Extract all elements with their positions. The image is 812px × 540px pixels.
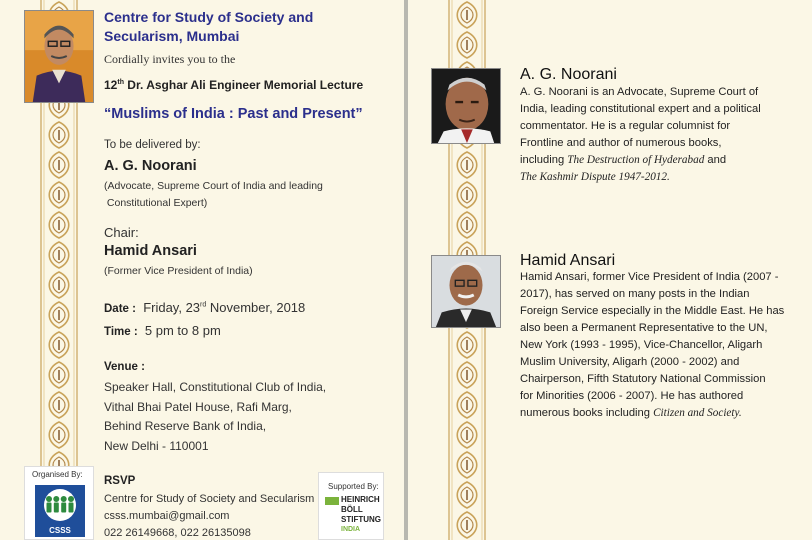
ansari-bio-line: for Minorities (2006 - 2007). He has authored	[520, 390, 744, 402]
rsvp-email: csss.mumbai@gmail.com	[104, 510, 230, 522]
noorani-bio-text: and	[704, 154, 727, 166]
lecture-number-suffix: th	[117, 79, 124, 86]
date-value-post: November, 2018	[206, 300, 306, 315]
venue-line: Speaker Hall, Constitutional Club of India,	[104, 380, 327, 394]
speaker-description-line2: Constitutional Expert)	[104, 197, 208, 209]
noorani-bio-text: including	[520, 154, 568, 166]
chair-label: Chair:	[104, 225, 139, 240]
noorani-bio-line: Frontline and author of numerous books,	[520, 137, 722, 149]
rsvp-label: RSVP	[104, 475, 136, 487]
noorani-bio-line: commentator. He is a regular columnist for	[520, 120, 731, 132]
ansari-bio-line: also been a Permanent Representative to the UN,	[520, 322, 768, 334]
chair-name: Hamid Ansari	[104, 243, 197, 259]
ansari-bio-heading: Hamid Ansari	[520, 252, 616, 269]
lecture-name: Dr. Asghar Ali Engineer Memorial Lecture	[123, 78, 364, 92]
ansari-bio-line: Foreign Service especially in the Middle East. He has	[520, 305, 785, 317]
speaker-description-line1: (Advocate, Supreme Court of India and leading	[104, 180, 323, 192]
speaker-description	[104, 178, 323, 212]
noorani-biography	[520, 84, 786, 186]
lecture-topic: “Muslims of India : Past and Present”	[104, 106, 363, 122]
ansari-bio-text: numerous books including	[520, 407, 654, 419]
date-value-pre: Friday, 23	[143, 300, 201, 315]
rsvp-details	[104, 491, 314, 540]
boll-logo-line: STIFTUNG	[341, 515, 381, 524]
noorani-photo	[431, 68, 501, 144]
noorani-bio-line	[520, 152, 786, 169]
csss-logo-text: CSSS	[49, 526, 71, 535]
venue-line: Vithal Bhai Patel House, Rafi Marg,	[104, 399, 292, 414]
lecture-title	[104, 78, 363, 92]
ansari-bio-line: 2017), has served on many posts in the Indian	[520, 288, 750, 300]
asghar-ali-engineer-photo	[24, 10, 94, 103]
ansari-photo	[431, 255, 501, 328]
ansari-book-title: Citizen and Society.	[653, 407, 742, 419]
speaker-name: A. G. Noorani	[104, 158, 197, 174]
boll-logo-line: HEINRICH	[341, 495, 380, 504]
venue-line: New Delhi - 110001	[104, 438, 209, 453]
event-date	[104, 300, 305, 315]
noorani-book-title: The Destruction of Hyderabad	[567, 154, 705, 166]
venue-address	[104, 378, 326, 456]
csss-logo	[35, 485, 85, 537]
organised-by-label: Organised By:	[32, 470, 83, 479]
time-value: 5 pm to 8 pm	[144, 323, 221, 338]
rsvp-phone: 022 26149668, 022 26135098	[104, 527, 251, 539]
supported-by-label: Supported By:	[328, 482, 379, 491]
noorani-bio-line: India, leading constitutional expert and a political	[520, 103, 761, 115]
delivered-by-label: To be delivered by:	[104, 139, 201, 151]
venue-label: Venue :	[104, 361, 145, 373]
boll-logo-india: INDIA	[341, 526, 361, 533]
lecture-number: 12	[104, 78, 118, 92]
ansari-bio-line: New York (1993 - 1995), Vice-Chancellor, Aligarh	[520, 339, 763, 351]
boll-logo-line: BÖLL	[341, 505, 363, 514]
date-label: Date :	[104, 303, 136, 315]
noorani-book-title: The Kashmir Dispute 1947-2012.	[520, 171, 670, 183]
noorani-bio-heading: A. G. Noorani	[520, 66, 617, 83]
invitation-text: Cordially invites you to the	[104, 52, 236, 66]
ansari-bio-line	[520, 405, 786, 422]
invitation-left-page	[0, 0, 404, 540]
boll-logo-mark	[325, 497, 339, 505]
date-value-suffix: rd	[200, 301, 207, 309]
ansari-bio-line: Muslim University, Aligarh (2000 - 2002) and	[520, 356, 740, 368]
boll-foundation-logo-panel	[318, 472, 384, 540]
csss-logo-panel	[24, 466, 94, 540]
ansari-biography	[520, 269, 786, 422]
organization-title-line1: Centre for Study of Society and	[104, 9, 314, 25]
rsvp-organization: Centre for Study of Society and Secularism	[104, 493, 315, 505]
chair-description: (Former Vice President of India)	[104, 265, 253, 277]
ansari-bio-line: Hamid Ansari, former Vice President of India (2007 -	[520, 271, 779, 283]
noorani-bio-line: A. G. Noorani is an Advocate, Supreme Court of	[520, 86, 759, 98]
venue-line: Behind Reserve Bank of India,	[104, 419, 267, 433]
boll-logo-text	[341, 495, 381, 535]
noorani-bio-line	[520, 169, 786, 186]
organization-title-line2: Secularism, Mumbai	[104, 28, 240, 44]
ansari-bio-line: Chairperson, Fifth Statutory National Commission	[520, 373, 766, 385]
time-label: Time :	[104, 326, 138, 338]
event-time	[104, 323, 221, 338]
organization-title	[104, 8, 313, 46]
